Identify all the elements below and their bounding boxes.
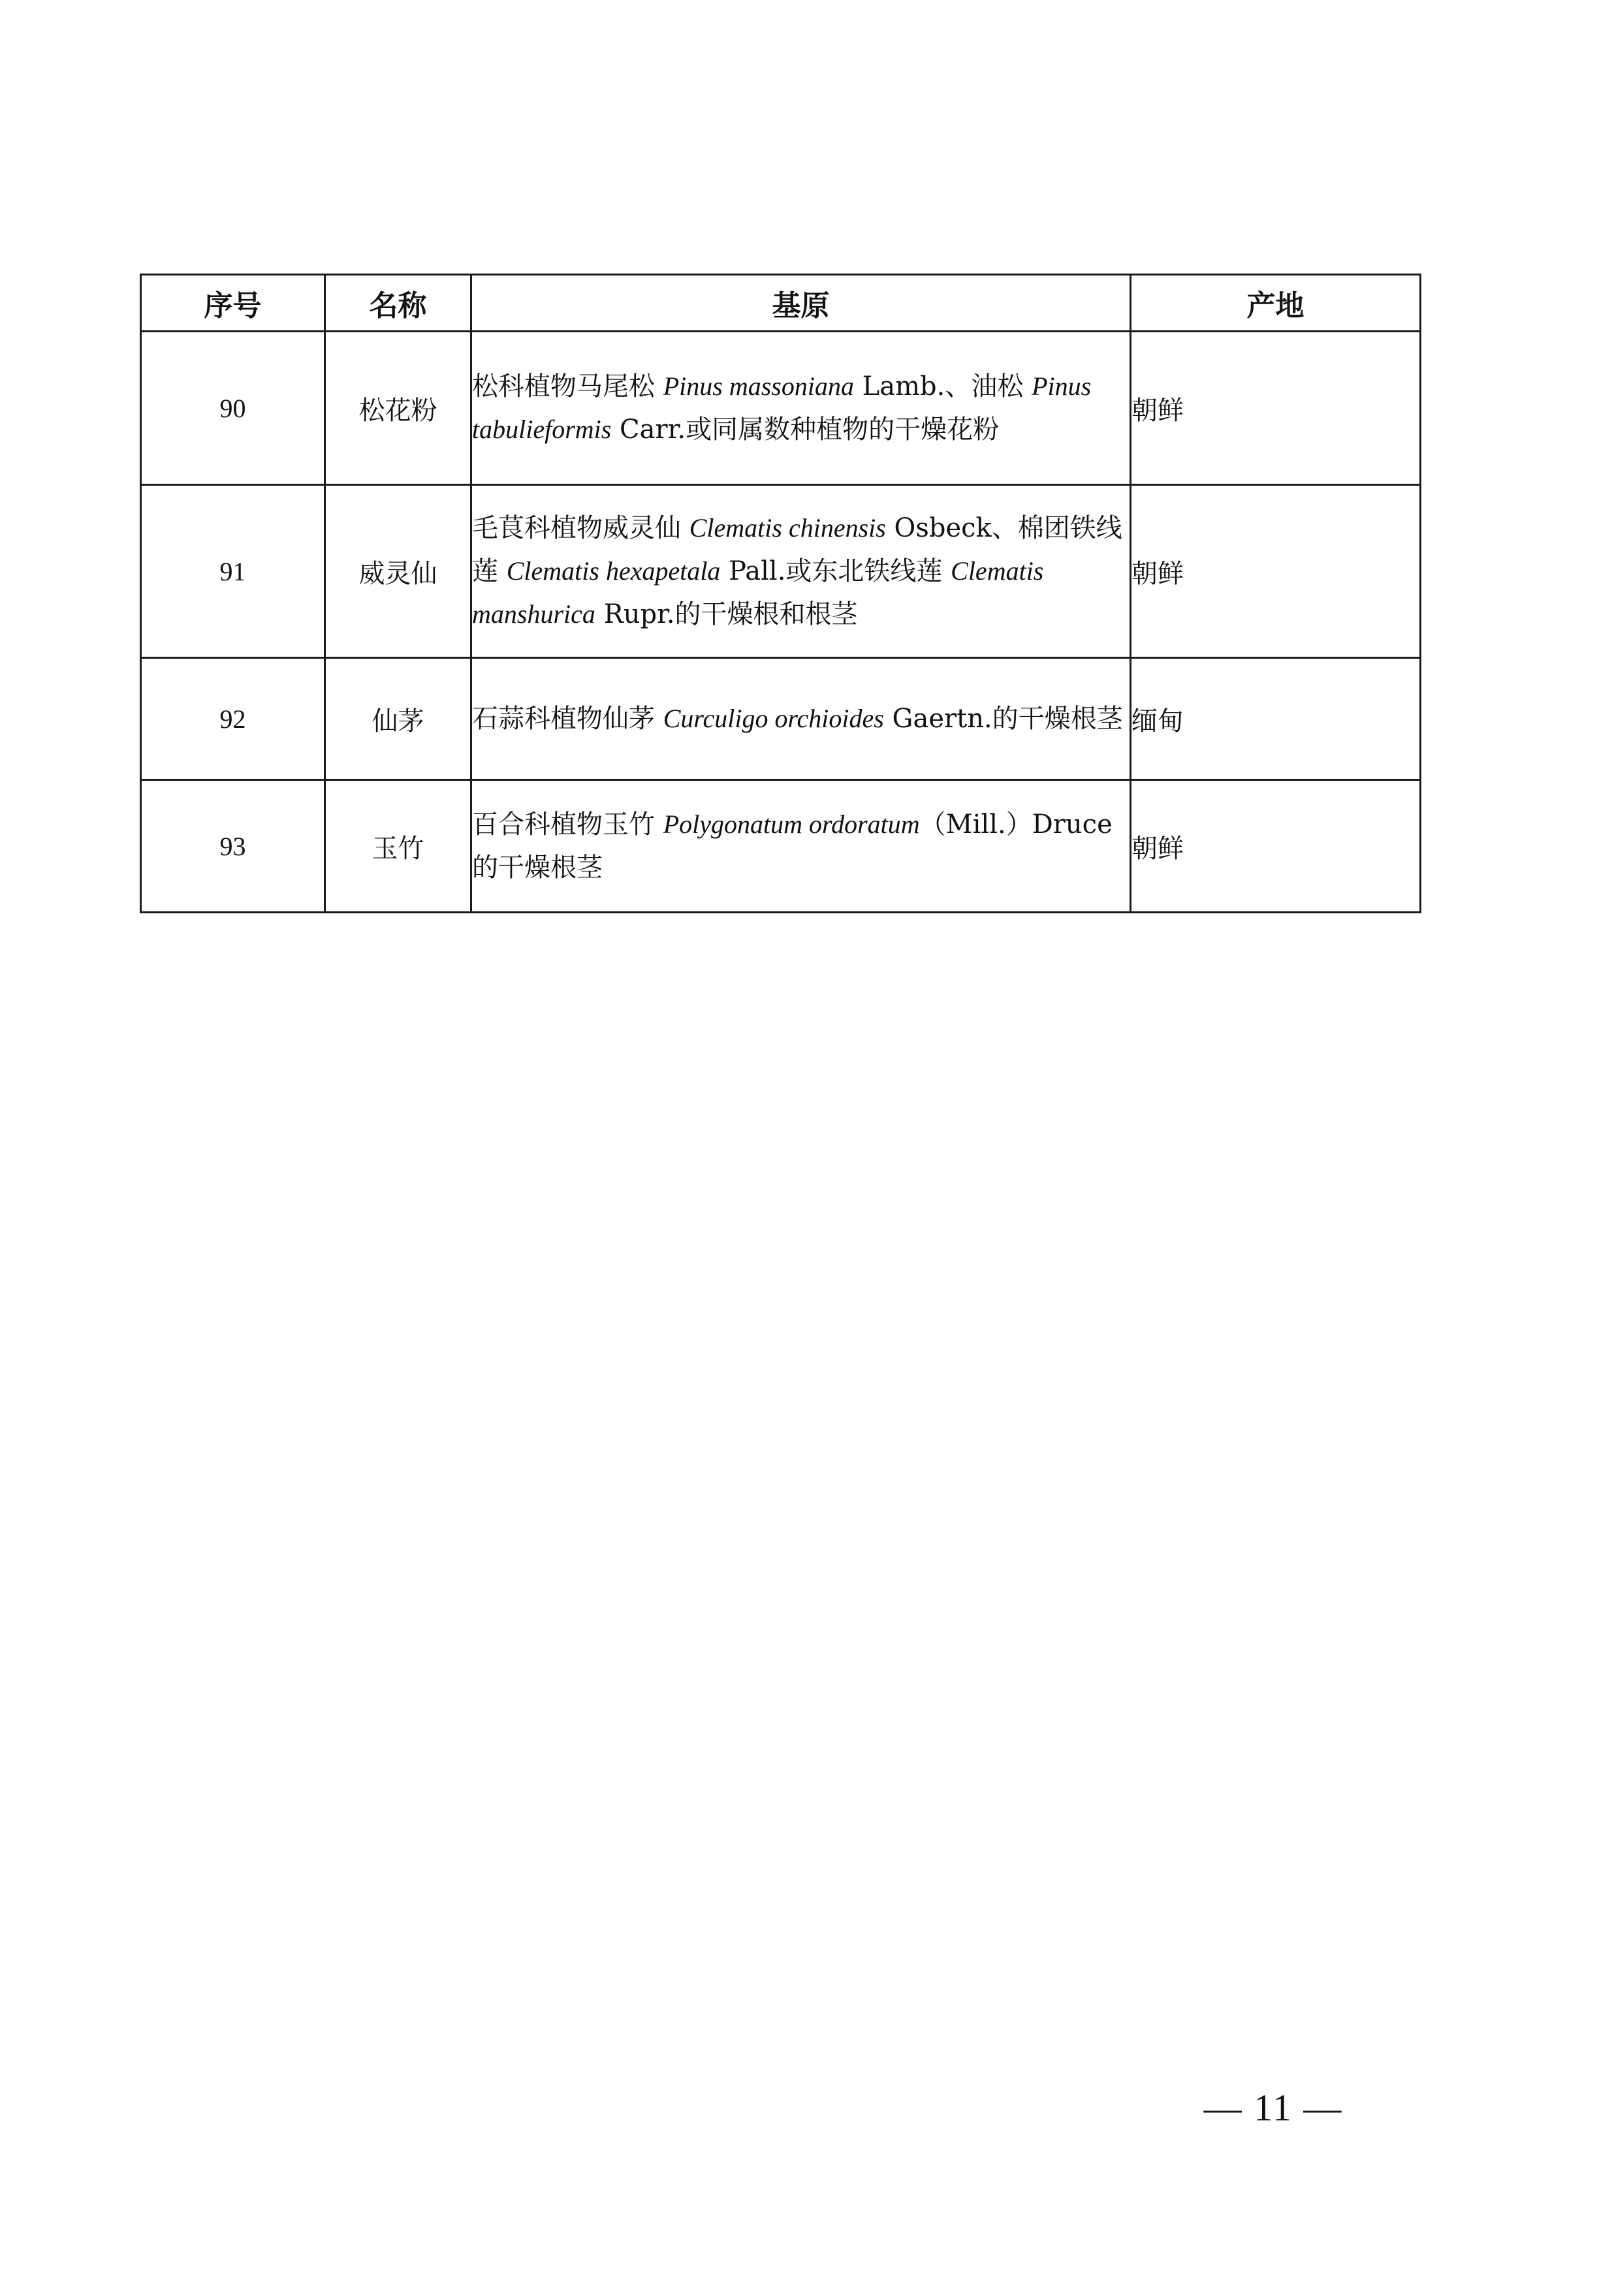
source-text: 石蒜科植物仙茅: [472, 704, 663, 734]
botanical-source: [471, 332, 1131, 485]
botanical-source: [471, 485, 1131, 658]
herb-name: 威灵仙: [325, 485, 471, 658]
table-row: [141, 780, 1421, 913]
source-text: Pall.或东北铁线莲: [720, 556, 951, 586]
herb-table: [140, 274, 1421, 913]
source-text: Lamb.、油松: [853, 371, 1032, 401]
source-text: 百合科植物玉竹: [472, 810, 663, 840]
latin-name: Clematis chinensis: [689, 513, 886, 543]
source-text: Gaertn.的干燥根茎: [883, 704, 1123, 734]
latin-name: Clematis hexapetala: [506, 556, 721, 586]
source-text: Osbeck、棉团铁线莲: [472, 513, 1122, 586]
header-serial-number: 序号: [141, 275, 325, 332]
origin-country: 朝鲜: [1131, 780, 1421, 913]
herb-name: 玉竹: [325, 780, 471, 913]
latin-name: Pinus tabulieformis: [472, 371, 1092, 444]
source-text: 松科植物马尾松: [472, 371, 663, 401]
latin-name: Clematis manshurica: [472, 556, 1044, 629]
row-number: 91: [141, 485, 325, 658]
herb-name: 仙茅: [325, 658, 471, 780]
source-text: （Mill.）Druce的干燥根茎: [472, 810, 1113, 883]
header-origin: 产地: [1131, 275, 1421, 332]
page-number: — 11 —: [1203, 2086, 1343, 2129]
row-number: 92: [141, 658, 325, 780]
latin-name: Curculigo orchioides: [663, 704, 884, 733]
header-name: 名称: [325, 275, 471, 332]
herb-name: 松花粉: [325, 332, 471, 485]
botanical-source: [471, 658, 1131, 780]
botanical-source: [471, 780, 1131, 913]
source-text: Rupr.的干燥根和根茎: [595, 599, 858, 629]
row-number: 93: [141, 780, 325, 913]
header-botanical-source: 基原: [471, 275, 1131, 332]
origin-country: 朝鲜: [1131, 332, 1421, 485]
latin-name: Polygonatum ordoratum: [663, 810, 920, 839]
source-text: 毛茛科植物威灵仙: [472, 513, 689, 543]
origin-country: 朝鲜: [1131, 485, 1421, 658]
origin-country: 缅甸: [1131, 658, 1421, 780]
latin-name: Pinus massoniana: [663, 371, 854, 401]
source-text: Carr.或同属数种植物的干燥花粉: [611, 415, 1000, 445]
table-row: [141, 485, 1421, 658]
table-row: [141, 658, 1421, 780]
table-row: [141, 332, 1421, 485]
table-header-row: [141, 275, 1421, 332]
row-number: 90: [141, 332, 325, 485]
